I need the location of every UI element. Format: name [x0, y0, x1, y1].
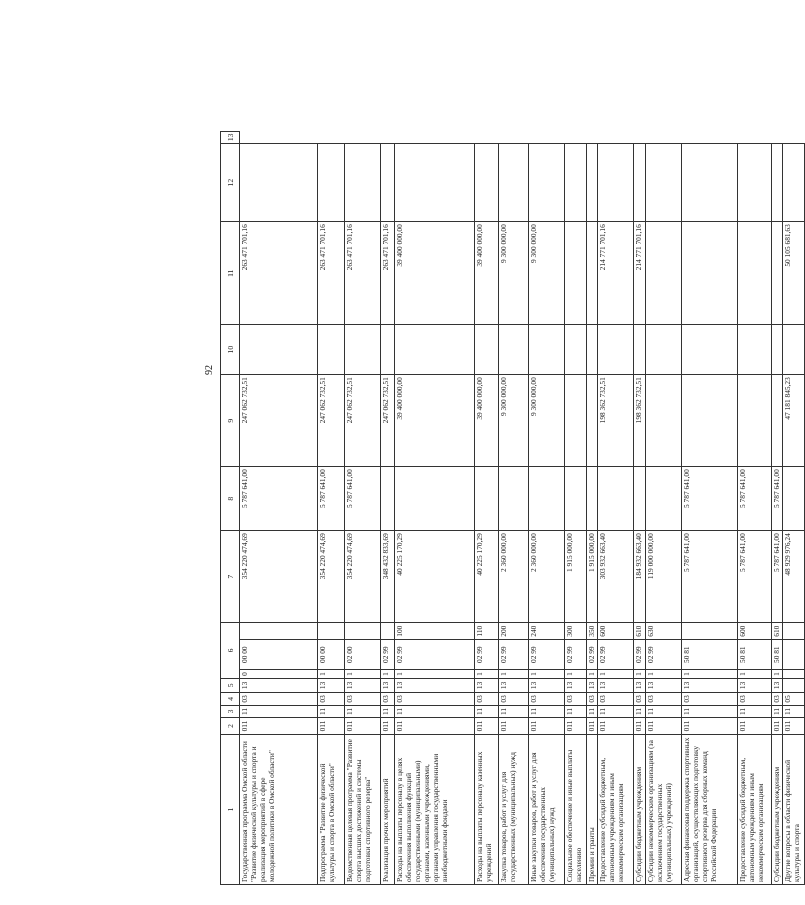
row-value-cell: 02 99: [634, 640, 646, 670]
row-value-cell: 011: [318, 718, 345, 735]
row-value-cell: 13: [318, 678, 345, 692]
row-value-cell: 011: [783, 718, 805, 735]
row-value-cell: [499, 325, 529, 375]
row-value-cell: [738, 222, 772, 325]
row-value-cell: [395, 325, 475, 375]
row-value-cell: [783, 467, 805, 531]
row-value-cell: 300: [565, 623, 587, 640]
row-value-cell: 11: [565, 705, 587, 717]
row-value-cell: 02 99: [381, 640, 395, 670]
row-value-cell: [381, 467, 395, 531]
row-value-cell: 02 99: [395, 640, 475, 670]
row-name-cell: Социальное обеспечение и иные выплаты населению: [565, 735, 587, 885]
row-value-cell: 5 787 641,00: [682, 467, 738, 531]
row-value-cell: 13: [381, 678, 395, 692]
row-value-cell: 11: [240, 705, 318, 717]
row-value-cell: 610: [634, 623, 646, 640]
row-value-cell: [587, 467, 598, 531]
row-value-cell: [783, 678, 805, 692]
row-name-cell: Другие вопросы в области физической культуры и спорта: [783, 735, 805, 885]
row-value-cell: [646, 325, 682, 375]
row-value-cell: [318, 623, 345, 640]
row-value-cell: 011: [345, 718, 381, 735]
row-value-cell: 011: [475, 718, 499, 735]
row-value-cell: 39 400 000,00: [475, 375, 499, 467]
row-value-cell: 13: [499, 678, 529, 692]
row-value-cell: [499, 467, 529, 531]
row-value-cell: [381, 325, 395, 375]
row-value-cell: 303 932 663,40: [598, 531, 634, 623]
row-value-cell: 011: [682, 718, 738, 735]
row-value-cell: [318, 325, 345, 375]
row-value-cell: [565, 144, 587, 222]
header-cell: 13: [221, 131, 240, 144]
row-value-cell: 610: [772, 623, 783, 640]
row-name-cell: Закупка товаров, работ и услуг для государственных (муниципальных) нужд: [499, 735, 529, 885]
row-value-cell: 1: [475, 670, 499, 679]
row-value-cell: 13: [646, 678, 682, 692]
row-value-cell: [738, 144, 772, 222]
table-row: [783, 131, 805, 884]
row-value-cell: 5 787 641,00: [738, 531, 772, 623]
row-value-cell: [565, 467, 587, 531]
row-value-cell: [598, 325, 634, 375]
row-value-cell: 1 915 000,00: [565, 531, 587, 623]
row-value-cell: 600: [598, 623, 634, 640]
row-value-cell: [783, 144, 805, 222]
row-value-cell: 00 00: [318, 640, 345, 670]
header-row: [221, 131, 240, 884]
row-value-cell: [634, 467, 646, 531]
row-value-cell: [783, 640, 805, 670]
row-value-cell: [381, 623, 395, 640]
row-value-cell: 02 99: [529, 640, 565, 670]
row-name-cell: Иные закупки товаров, работ и услуг для обеспечения государственных (муниципальных) нужд: [529, 735, 565, 885]
row-value-cell: 119 000 000,00: [646, 531, 682, 623]
row-value-cell: 03: [499, 692, 529, 705]
table-row: [682, 131, 738, 884]
budget-table: [220, 131, 805, 885]
row-value-cell: 02 99: [646, 640, 682, 670]
row-value-cell: 214 771 701,16: [634, 222, 646, 325]
row-value-cell: 05: [783, 692, 805, 705]
row-value-cell: 110: [475, 623, 499, 640]
row-value-cell: 011: [598, 718, 634, 735]
row-name-cell: Субсидии некоммерческим организациям (за исключением государственных (муниципальных) учреждений): [646, 735, 682, 885]
row-value-cell: 247 062 732,51: [240, 375, 318, 467]
row-value-cell: [565, 325, 587, 375]
row-value-cell: 02 99: [499, 640, 529, 670]
row-value-cell: 11: [738, 705, 772, 717]
row-value-cell: 11: [345, 705, 381, 717]
table-row: [529, 131, 565, 884]
row-value-cell: 1: [499, 670, 529, 679]
row-value-cell: [475, 144, 499, 222]
row-value-cell: 13: [738, 678, 772, 692]
row-value-cell: 03: [587, 692, 598, 705]
row-value-cell: [475, 467, 499, 531]
header-cell: 1: [221, 735, 240, 885]
row-value-cell: [738, 325, 772, 375]
row-value-cell: 03: [772, 692, 783, 705]
table-row: [565, 131, 587, 884]
row-value-cell: 263 471 701,16: [345, 222, 381, 325]
row-value-cell: [565, 375, 587, 467]
row-value-cell: 1: [565, 670, 587, 679]
row-value-cell: 5 787 641,00: [772, 467, 783, 531]
row-value-cell: 13: [565, 678, 587, 692]
row-value-cell: 5 787 641,00: [318, 467, 345, 531]
row-name-cell: Предоставление субсидий бюджетным, автономным учреждениям и иным некоммерческим организациям: [738, 735, 772, 885]
row-value-cell: 40 225 170,29: [395, 531, 475, 623]
row-value-cell: 03: [318, 692, 345, 705]
row-value-cell: 40 225 170,29: [475, 531, 499, 623]
row-name-cell: Расходы на выплаты персоналу казенных учреждений: [475, 735, 499, 885]
row-value-cell: 48 929 976,24: [783, 531, 805, 623]
row-value-cell: [646, 467, 682, 531]
row-value-cell: 11: [587, 705, 598, 717]
row-value-cell: 03: [240, 692, 318, 705]
row-value-cell: [646, 222, 682, 325]
row-value-cell: 011: [381, 718, 395, 735]
row-value-cell: 214 771 701,16: [598, 222, 634, 325]
row-value-cell: 1: [381, 670, 395, 679]
row-value-cell: 02 99: [475, 640, 499, 670]
row-value-cell: [682, 375, 738, 467]
row-name-cell: Премии и гранты: [587, 735, 598, 885]
row-value-cell: 13: [598, 678, 634, 692]
row-value-cell: 50 81: [682, 640, 738, 670]
row-value-cell: 011: [738, 718, 772, 735]
row-value-cell: [587, 375, 598, 467]
row-value-cell: [587, 144, 598, 222]
row-value-cell: 630: [646, 623, 682, 640]
table-row: [395, 131, 475, 884]
row-value-cell: [587, 325, 598, 375]
row-value-cell: 1: [682, 670, 738, 679]
row-value-cell: [634, 144, 646, 222]
row-value-cell: 11: [646, 705, 682, 717]
row-value-cell: [240, 623, 318, 640]
table-row: [598, 131, 634, 884]
row-value-cell: 1 915 000,00: [587, 531, 598, 623]
row-value-cell: 2 360 000,00: [499, 531, 529, 623]
row-value-cell: 02 99: [565, 640, 587, 670]
row-value-cell: [381, 144, 395, 222]
row-value-cell: [682, 325, 738, 375]
header-cell: 11: [221, 222, 240, 325]
row-value-cell: [772, 325, 783, 375]
row-value-cell: 11: [682, 705, 738, 717]
row-value-cell: 263 471 701,16: [318, 222, 345, 325]
row-value-cell: 03: [682, 692, 738, 705]
row-value-cell: 50 105 681,63: [783, 222, 805, 325]
row-value-cell: 02 00: [345, 640, 381, 670]
row-value-cell: 11: [499, 705, 529, 717]
header-cell: 9: [221, 375, 240, 467]
row-value-cell: [634, 325, 646, 375]
row-name-cell: Предоставление субсидий бюджетным, автономным учреждениям и иным некоммерческим организациям: [598, 735, 634, 885]
row-value-cell: 03: [529, 692, 565, 705]
row-value-cell: [738, 375, 772, 467]
row-value-cell: 9 300 000,00: [499, 375, 529, 467]
header-cell: 8: [221, 467, 240, 531]
row-value-cell: 011: [634, 718, 646, 735]
header-cell: 2: [221, 718, 240, 735]
header-cell: 3: [221, 705, 240, 717]
row-value-cell: [475, 325, 499, 375]
row-value-cell: 1: [395, 670, 475, 679]
row-value-cell: 1: [634, 670, 646, 679]
row-value-cell: [529, 325, 565, 375]
table-row: [646, 131, 682, 884]
row-value-cell: 11: [772, 705, 783, 717]
row-value-cell: 03: [738, 692, 772, 705]
row-value-cell: [783, 325, 805, 375]
row-value-cell: 11: [318, 705, 345, 717]
row-value-cell: 200: [499, 623, 529, 640]
header-cell: 10: [221, 325, 240, 375]
row-name-cell: Субсидии бюджетным учреждениям: [634, 735, 646, 885]
row-name-cell: Ведомственная целевая программа "Развитие спорта высших достижений и системы подготовки спортивного резерва": [345, 735, 381, 885]
row-value-cell: [682, 144, 738, 222]
row-value-cell: 348 432 833,69: [381, 531, 395, 623]
row-value-cell: 13: [587, 678, 598, 692]
row-value-cell: [318, 144, 345, 222]
row-value-cell: 03: [381, 692, 395, 705]
row-value-cell: 263 471 701,16: [381, 222, 395, 325]
row-value-cell: 11: [529, 705, 565, 717]
table-row: [634, 131, 646, 884]
row-value-cell: 03: [475, 692, 499, 705]
header-cell: 7: [221, 531, 240, 623]
row-value-cell: 00 00: [240, 640, 318, 670]
header-cell: 4: [221, 692, 240, 705]
header-cell: 12: [221, 144, 240, 222]
row-value-cell: 011: [529, 718, 565, 735]
row-value-cell: 02 99: [598, 640, 634, 670]
row-value-cell: [772, 222, 783, 325]
row-value-cell: 39 400 000,00: [395, 222, 475, 325]
row-value-cell: 11: [475, 705, 499, 717]
row-value-cell: 39 400 000,00: [395, 375, 475, 467]
row-value-cell: [783, 670, 805, 679]
row-value-cell: 13: [395, 678, 475, 692]
row-value-cell: 11: [598, 705, 634, 717]
row-value-cell: [240, 325, 318, 375]
row-value-cell: 354 220 474,69: [318, 531, 345, 623]
row-value-cell: 011: [587, 718, 598, 735]
row-value-cell: 354 220 474,69: [240, 531, 318, 623]
row-value-cell: [345, 325, 381, 375]
row-value-cell: 011: [240, 718, 318, 735]
row-value-cell: 5 787 641,00: [682, 531, 738, 623]
row-name-cell: Государственная программа Омской области "Развитие физической культуры и спорта и реализация мероприятий в сфере молодежной политики в Омской области": [240, 735, 318, 885]
row-value-cell: 03: [395, 692, 475, 705]
row-name-cell: Расходы на выплаты персоналу в целях обеспечения выполнения функций государственными (муниципальными) органами, казенными учреждениями, органами управления государственными внебюджетными фондами: [395, 735, 475, 885]
row-value-cell: 03: [598, 692, 634, 705]
row-value-cell: 13: [240, 678, 318, 692]
row-value-cell: 11: [381, 705, 395, 717]
row-value-cell: 03: [565, 692, 587, 705]
page-number: 92: [204, 365, 215, 375]
row-value-cell: 47 181 845,23: [783, 375, 805, 467]
row-value-cell: [682, 623, 738, 640]
row-value-cell: 13: [682, 678, 738, 692]
row-value-cell: [598, 144, 634, 222]
row-value-cell: 011: [565, 718, 587, 735]
row-value-cell: 11: [783, 705, 805, 717]
row-value-cell: 13: [772, 678, 783, 692]
row-value-cell: [395, 144, 475, 222]
row-value-cell: 600: [738, 623, 772, 640]
row-name-cell: Реализация прочих мероприятий: [381, 735, 395, 885]
row-value-cell: [499, 144, 529, 222]
row-value-cell: 247 062 732,51: [318, 375, 345, 467]
row-value-cell: [772, 375, 783, 467]
row-value-cell: 1: [738, 670, 772, 679]
row-value-cell: [772, 144, 783, 222]
row-value-cell: 1: [587, 670, 598, 679]
row-name-cell: Подпрограмма "Развитие физической культуры и спорта в Омской области": [318, 735, 345, 885]
row-name-cell: Субсидии бюджетным учреждениям: [772, 735, 783, 885]
row-value-cell: 350: [587, 623, 598, 640]
row-value-cell: 5 787 641,00: [772, 531, 783, 623]
row-value-cell: 1: [345, 670, 381, 679]
row-value-cell: 1: [598, 670, 634, 679]
row-value-cell: 5 787 641,00: [345, 467, 381, 531]
row-value-cell: 184 932 663,40: [634, 531, 646, 623]
row-value-cell: 03: [634, 692, 646, 705]
row-value-cell: 9 300 000,00: [529, 222, 565, 325]
row-value-cell: 02 99: [587, 640, 598, 670]
table-row: [475, 131, 499, 884]
row-value-cell: 1: [772, 670, 783, 679]
row-value-cell: 13: [634, 678, 646, 692]
row-value-cell: 1: [318, 670, 345, 679]
row-value-cell: 011: [772, 718, 783, 735]
row-value-cell: [783, 623, 805, 640]
row-value-cell: 13: [529, 678, 565, 692]
row-value-cell: 50 81: [772, 640, 783, 670]
row-value-cell: 2 360 000,00: [529, 531, 565, 623]
row-value-cell: [240, 144, 318, 222]
row-value-cell: [529, 144, 565, 222]
row-value-cell: [529, 467, 565, 531]
row-value-cell: 03: [646, 692, 682, 705]
row-value-cell: 11: [395, 705, 475, 717]
row-value-cell: 263 471 701,16: [240, 222, 318, 325]
row-value-cell: 50 81: [738, 640, 772, 670]
table-row: [499, 131, 529, 884]
row-value-cell: [565, 222, 587, 325]
row-value-cell: [587, 222, 598, 325]
row-value-cell: 13: [475, 678, 499, 692]
row-value-cell: [646, 375, 682, 467]
row-value-cell: 354 220 474,69: [345, 531, 381, 623]
row-value-cell: 247 062 732,51: [381, 375, 395, 467]
table-row: [345, 131, 381, 884]
row-value-cell: 247 062 732,51: [345, 375, 381, 467]
row-value-cell: 11: [634, 705, 646, 717]
row-value-cell: 198 362 732,51: [634, 375, 646, 467]
row-value-cell: 03: [345, 692, 381, 705]
row-value-cell: 011: [499, 718, 529, 735]
row-value-cell: 9 300 000,00: [529, 375, 565, 467]
table-row: [738, 131, 772, 884]
table-row: [381, 131, 395, 884]
table-row: [240, 131, 318, 884]
row-value-cell: [682, 222, 738, 325]
header-cell: 6: [221, 623, 240, 679]
row-value-cell: 1: [529, 670, 565, 679]
row-value-cell: 0: [240, 670, 318, 679]
row-value-cell: 100: [395, 623, 475, 640]
row-value-cell: 198 362 732,51: [598, 375, 634, 467]
row-name-cell: Адресная финансовая поддержка спортивных организаций, осуществляющих подготовку спортивного резерва для сборных команд Российской Федерации: [682, 735, 738, 885]
row-value-cell: 5 787 641,00: [738, 467, 772, 531]
table-row: [772, 131, 783, 884]
row-value-cell: [345, 623, 381, 640]
row-value-cell: 011: [646, 718, 682, 735]
table-row: [318, 131, 345, 884]
row-value-cell: [395, 467, 475, 531]
row-value-cell: 1: [646, 670, 682, 679]
row-value-cell: 240: [529, 623, 565, 640]
row-value-cell: [598, 467, 634, 531]
row-value-cell: 011: [395, 718, 475, 735]
row-value-cell: 9 300 000,00: [499, 222, 529, 325]
table-row: [587, 131, 598, 884]
row-value-cell: [345, 144, 381, 222]
row-value-cell: [646, 144, 682, 222]
row-value-cell: 13: [345, 678, 381, 692]
header-cell: 5: [221, 678, 240, 692]
row-value-cell: 5 787 641,00: [240, 467, 318, 531]
row-value-cell: 39 400 000,00: [475, 222, 499, 325]
